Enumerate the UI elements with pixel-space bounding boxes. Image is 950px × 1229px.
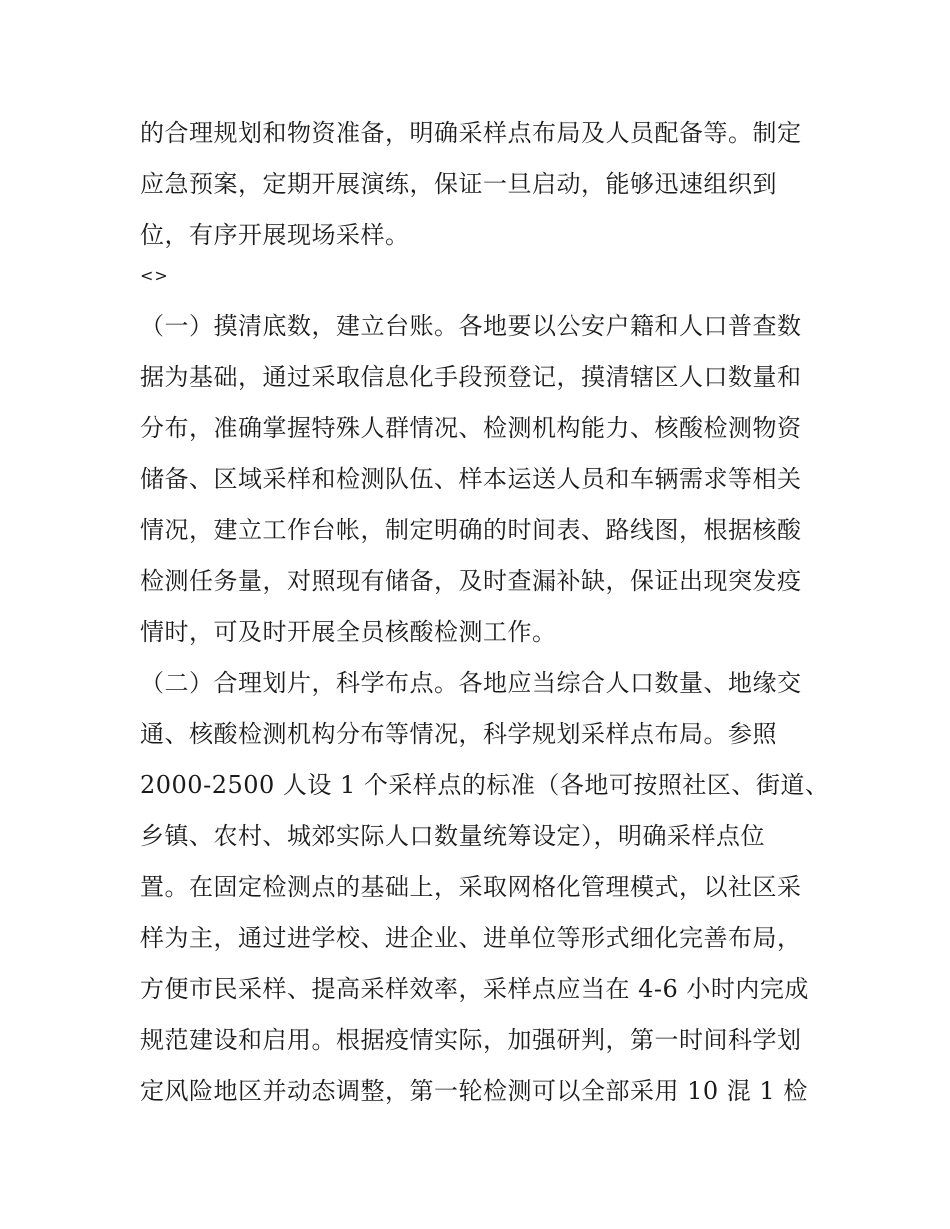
section-1-line: 情况，建立工作台帐，制定明确的时间表、路线图，根据核酸 (140, 516, 802, 544)
section-2-line: 2000-2500 人设 1 个采样点的标准（各地可按照社区、街道、 (140, 771, 830, 799)
section-2-line: 置。在固定检测点的基础上，采取网格化管理模式，以社区采 (140, 873, 802, 901)
section-1-line: 据为基础，通过采取信息化手段预登记，摸清辖区人口数量和 (140, 363, 802, 391)
section-marker: <> (140, 266, 169, 285)
section-2-line: 方便市民采样、提高采样效率，采样点应当在 4-6 小时内完成 (140, 975, 809, 1003)
body-text-line: 的合理规划和物资准备，明确采样点布局及人员配备等。制定 (140, 119, 802, 147)
section-2-line: 通、核酸检测机构分布等情况，科学规划采样点布局。参照 (140, 720, 777, 748)
section-2-line: 乡镇、农村、城郊实际人口数量统筹设定），明确采样点位 (140, 822, 765, 850)
document-body (140, 108, 830, 1117)
body-text-line: 应急预案，定期开展演练，保证一旦启动，能够迅速组织到 (140, 170, 777, 198)
section-2-line: 规范建设和启用。根据疫情实际，加强研判，第一时间科学划 (140, 1026, 802, 1054)
section-2-line: 定风险地区并动态调整，第一轮检测可以全部采用 10 混 1 检 (140, 1077, 808, 1105)
section-1-line: （一）摸清底数，建立台账。各地要以公安户籍和人口普查数 (140, 312, 802, 340)
body-text-line: 位，有序开展现场采样。 (140, 221, 410, 249)
section-2-line: 样为主，通过进学校、进企业、进单位等形式细化完善布局， (140, 924, 802, 952)
section-1-line: 分布，准确掌握特殊人群情况、检测机构能力、核酸检测物资 (140, 414, 802, 442)
section-1-line: 情时，可及时开展全员核酸检测工作。 (140, 618, 557, 646)
section-1-line: 储备、区域采样和检测队伍、样本运送人员和车辆需求等相关 (140, 465, 802, 493)
section-1-line: 检测任务量，对照现有储备，及时查漏补缺，保证出现突发疫 (140, 567, 802, 595)
section-2-line: （二）合理划片，科学布点。各地应当综合人口数量、地缘交 (140, 669, 802, 697)
